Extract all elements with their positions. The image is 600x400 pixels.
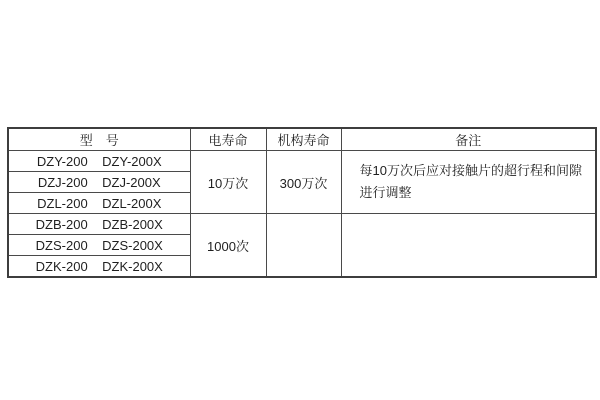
header-remark: 备注 [341,128,596,151]
model-cell-dzy: DZY-200 DZY-200X [8,151,190,172]
electrical-life-cell-group1: 10万次 [190,151,266,214]
table-row [8,151,596,172]
header-mechanical-life: 机构寿命 [266,128,341,151]
model-cell-dzl: DZL-200 DZL-200X [8,193,190,214]
model-cell-dzb: DZB-200 DZB-200X [8,214,190,235]
remark-line-1: 每10万次后应对接触片的超行程和间隙 [359,163,582,178]
model-cell-dzs: DZS-200 DZS-200X [8,235,190,256]
mechanical-life-cell-group1: 300万次 [266,151,341,214]
mechanical-life-cell-group2 [266,214,341,278]
remark-cell-group2 [341,214,596,278]
header-electrical-life: 电寿命 [190,128,266,151]
spec-table [7,127,597,278]
table-row [8,214,596,235]
model-cell-dzj: DZJ-200 DZJ-200X [8,172,190,193]
header-row [8,128,596,151]
header-model: 型 号 [8,128,190,151]
remark-cell-group1 [341,151,596,214]
electrical-life-cell-group2: 1000次 [190,214,266,278]
model-cell-dzk: DZK-200 DZK-200X [8,256,190,278]
remark-line-2: 进行调整 [359,185,412,200]
